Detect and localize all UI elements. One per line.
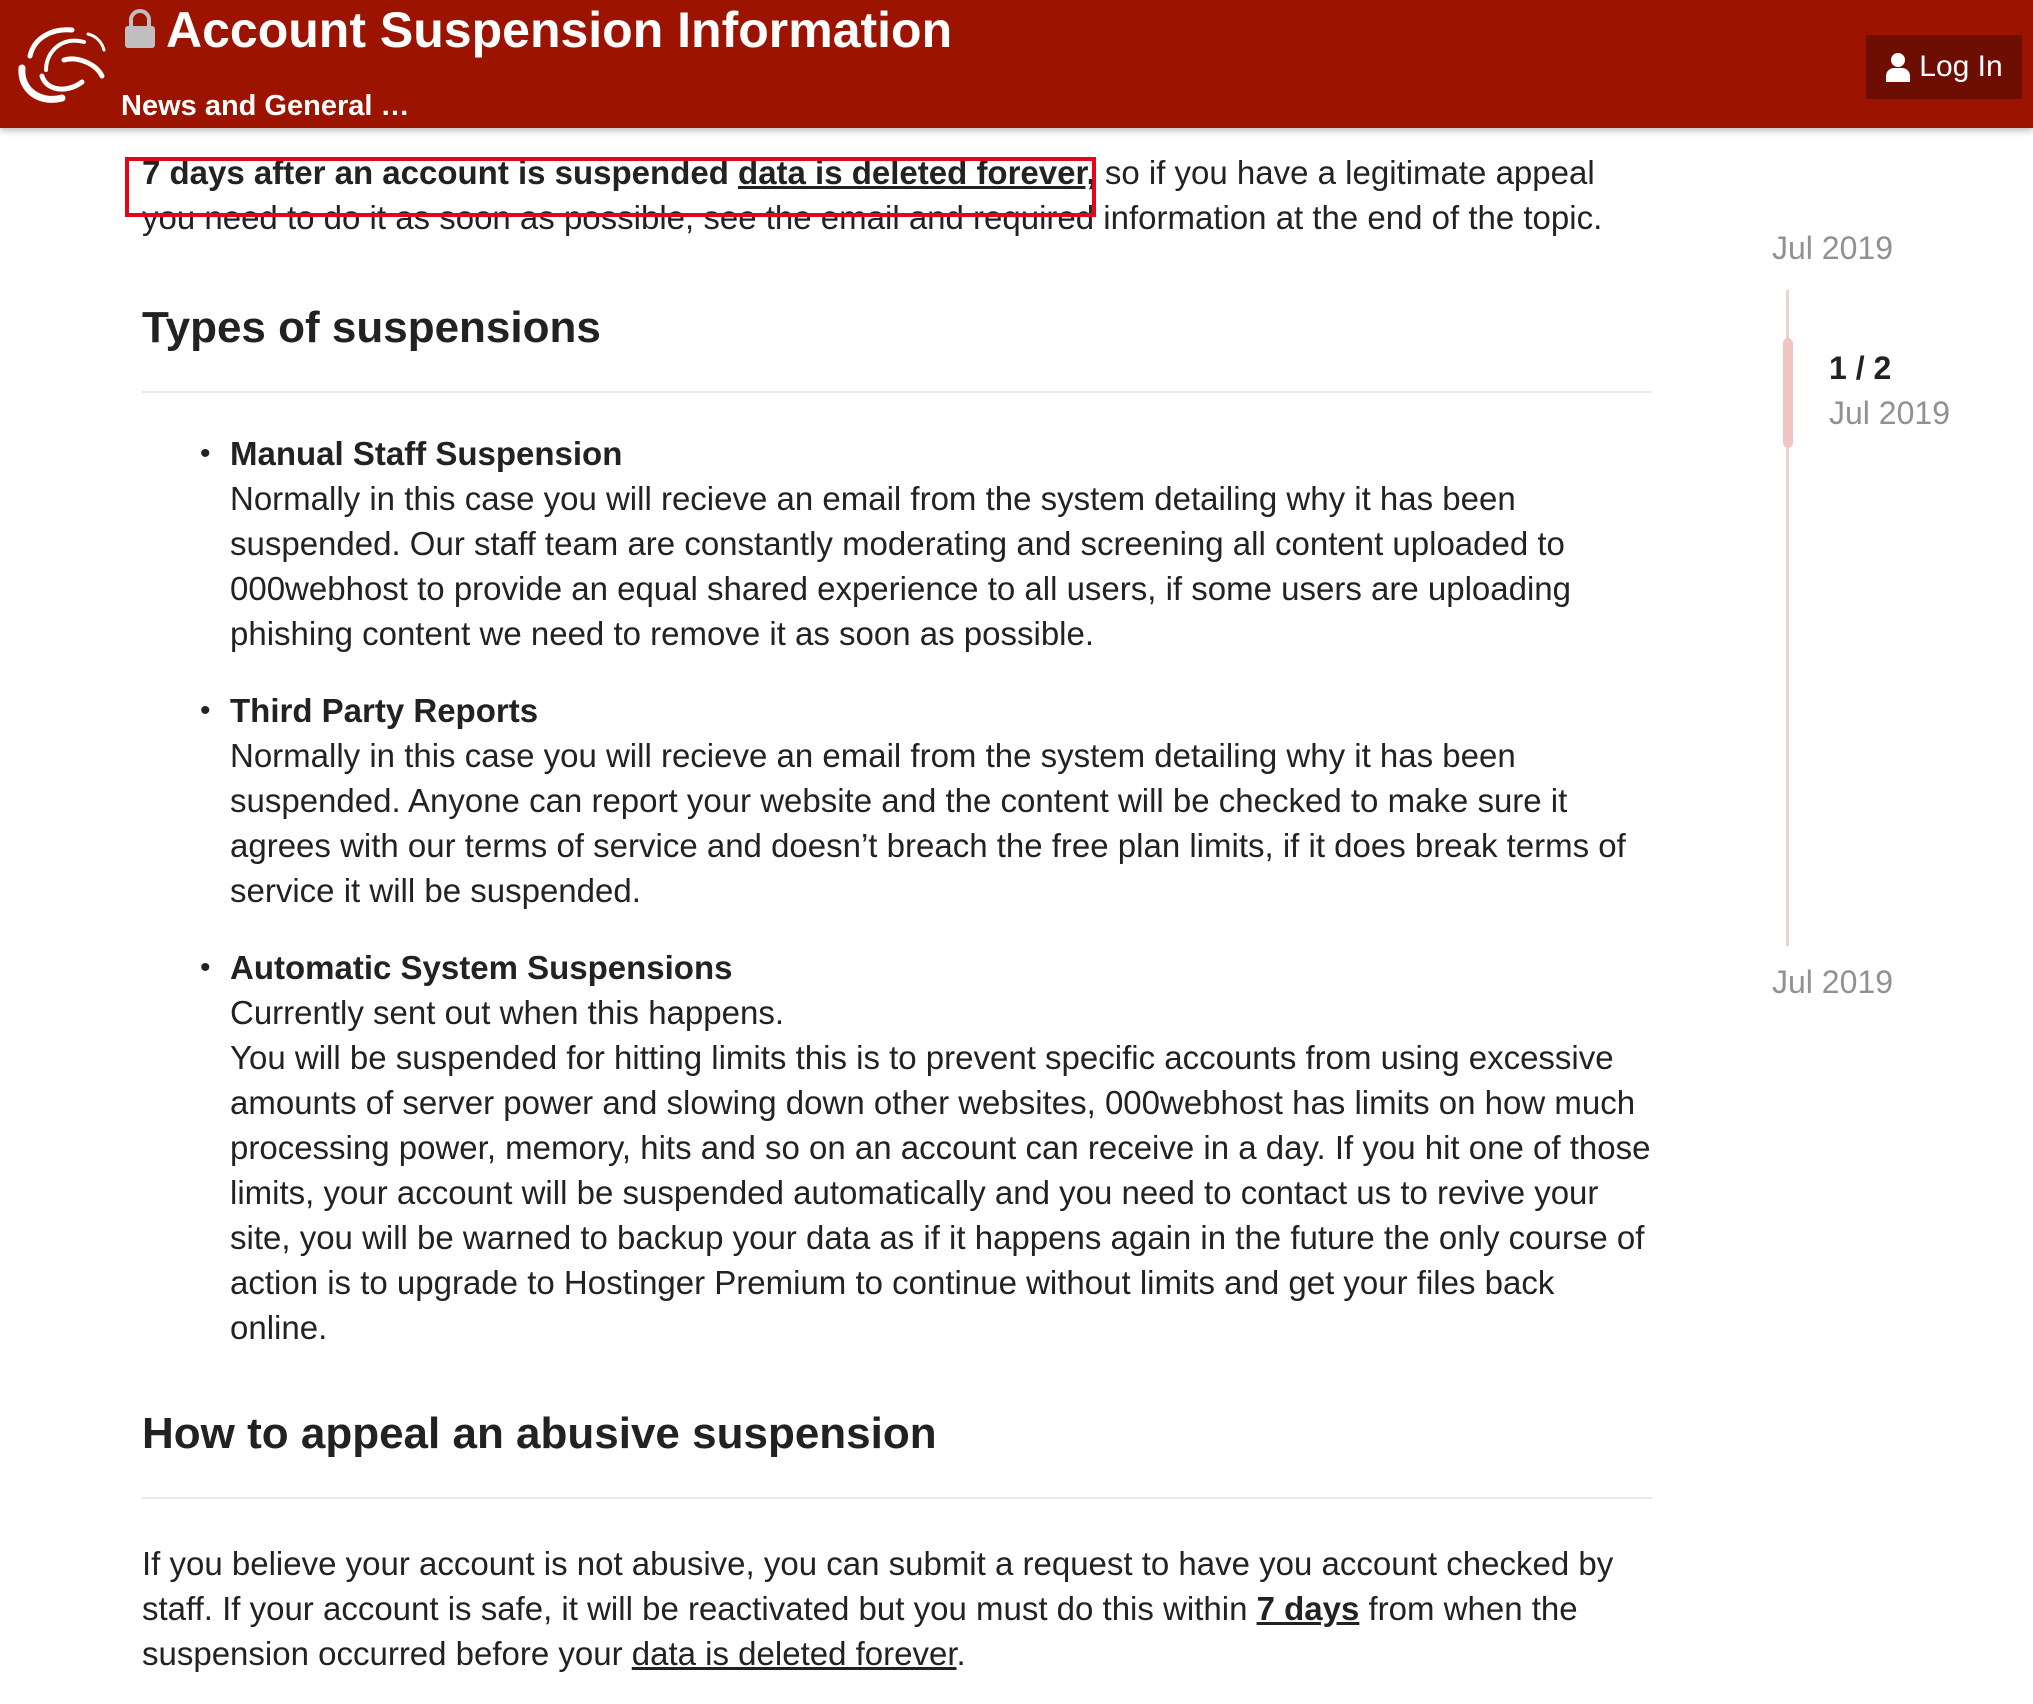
login-button[interactable] xyxy=(1866,35,2022,99)
bullet: • xyxy=(200,694,211,727)
data-deleted-forever-link[interactable]: data is deleted forever xyxy=(631,1635,957,1672)
suspension-title: Automatic System Suspensions xyxy=(230,949,733,986)
login-label: Log In xyxy=(1919,50,2003,83)
intro-bold-text: 7 days after an account is suspended xyxy=(142,154,739,191)
seven-days-link[interactable]: 7 days xyxy=(1256,1590,1360,1627)
data-deleted-link[interactable]: data is deleted forever, xyxy=(738,154,1096,191)
suspension-text: Normally in this case you will recieve an email from the system detailing why it has been suspended. Our staff team are constantly moderating and screening all content uploaded to 000webhost to provide an equal shared experience to all users, if some users are uploading phishing content we need to remove it as soon as possible. xyxy=(230,480,1571,652)
bullet: • xyxy=(200,437,211,470)
bullet: • xyxy=(200,951,211,984)
suspension-title: Manual Staff Suspension xyxy=(230,435,623,472)
suspension-text: Normally in this case you will recieve an email from the system detailing why it has been suspended. Anyone can report your website and the content will be checked to make sure it agrees with our terms of service and doesn’t breach the free plan limits, if it does break terms of service it will be suspended. xyxy=(230,737,1626,909)
site-logo-icon[interactable] xyxy=(12,20,110,110)
types-heading: Types of suspensions xyxy=(142,300,1652,393)
intro-paragraph xyxy=(142,150,1652,240)
timeline-scroll-handle[interactable] xyxy=(1783,338,1793,448)
post-body xyxy=(142,150,1652,1676)
list-item xyxy=(200,431,1652,656)
topic-title[interactable]: Account Suspension Information xyxy=(166,2,953,58)
suspension-list xyxy=(142,431,1652,1350)
timeline-start-date[interactable]: Jul 2019 xyxy=(1772,230,1893,266)
suspension-text: Currently sent out when this happens. xyxy=(230,994,784,1031)
timeline-position: 1 / 2 xyxy=(1829,350,1892,386)
category-link[interactable]: News and General … xyxy=(121,90,410,122)
appeal-text: If you believe your account is not abusive, you can submit a request to have you account checked by staff. If your account is safe, it will be reactivated but you must do this within xyxy=(142,1545,1614,1627)
site-header xyxy=(0,0,2033,128)
appeal-heading: How to appeal an abusive suspension xyxy=(142,1406,1652,1499)
suspension-title: Third Party Reports xyxy=(230,692,539,729)
list-item xyxy=(200,945,1652,1350)
timeline-end-date[interactable]: Jul 2019 xyxy=(1772,964,1893,1000)
list-item xyxy=(200,688,1652,913)
appeal-text: from when the suspension occurred before your xyxy=(142,1590,1578,1672)
timeline-position-date: Jul 2019 xyxy=(1829,395,1950,431)
lock-icon xyxy=(122,9,158,49)
user-icon xyxy=(1885,52,1911,82)
appeal-text: . xyxy=(956,1635,966,1672)
suspension-text-extra: You will be suspended for hitting limits this is to prevent specific accounts from using excessive amounts of server power and slowing down other websites, 000webhost has limits on how much processing power, memory, hits and so on an account can receive in a day. If you hit one of those limits, your account will be suspended automatically and you need to contact us to revive your site, you will be warned to backup your data as if it happens again in the future the only course of action is to upgrade to Hostinger Premium to continue without limits and get your files back online. xyxy=(230,1039,1651,1346)
intro-rest-text: so if you have a legitimate appeal you need to do it as soon as possible, see the email and required information at the end of the topic. xyxy=(142,154,1603,236)
appeal-paragraph xyxy=(142,1541,1652,1676)
